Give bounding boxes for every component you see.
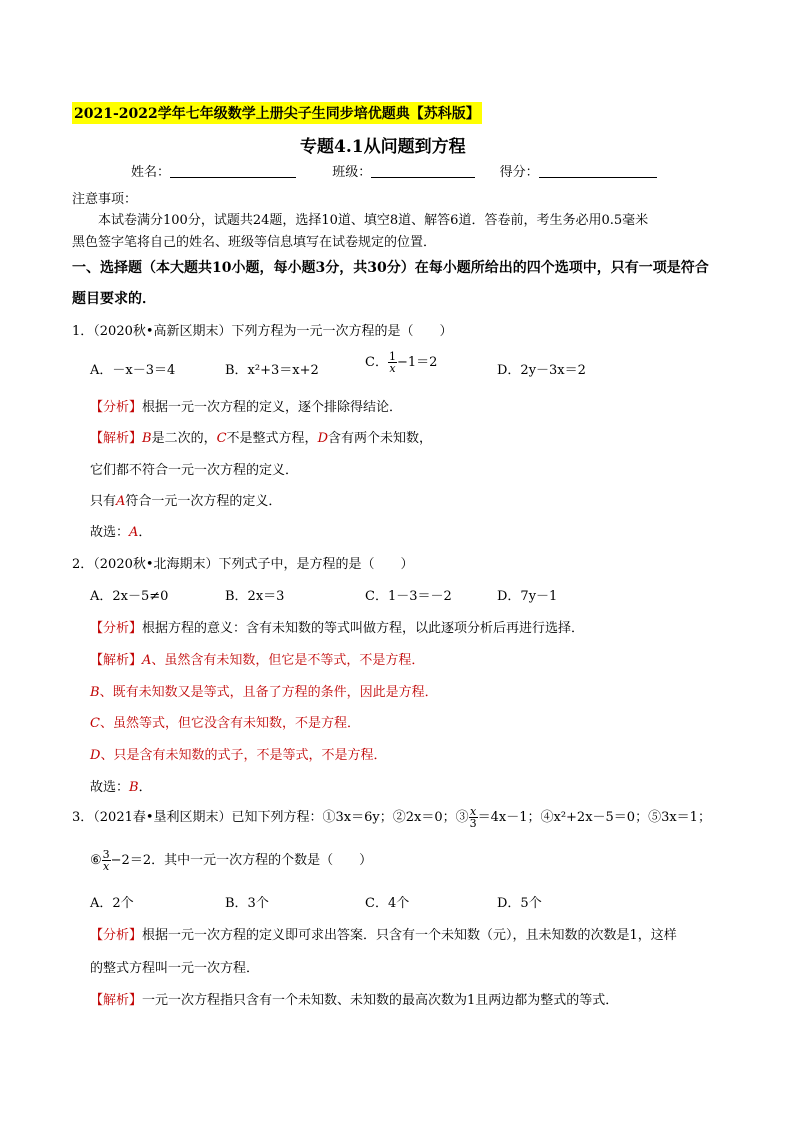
series-banner: 2021-2022学年七年级数学上册尖子生同步培优题典【苏科版】 bbox=[72, 102, 482, 124]
q2-option-d: D．7y－1 bbox=[497, 589, 558, 604]
section-heading-line-1: 一、选择题（本大题共10小题，每小题3分，共30分）在每小题所给出的四个选项中，只有一项是符合 bbox=[72, 260, 709, 276]
q1-option-d: D．2y－3x＝2 bbox=[497, 363, 586, 378]
q3-analysis-line-2: 的整式方程叫一元一次方程． bbox=[90, 961, 260, 976]
q1-stem: 1．（2020秋•高新区期末）下列方程为一元一次方程的是（ ） bbox=[72, 324, 453, 339]
q2-solution-b: B、既有未知数又是等式，且备了方程的条件，因此是方程． bbox=[90, 685, 438, 700]
page-title: 专题4.1从问题到方程 bbox=[300, 137, 466, 157]
q3-solution: 【解析】一元一次方程指只含有一个未知数、未知数的最高次数为1且两边都为整式的等式． bbox=[90, 993, 619, 1008]
section-heading-line-2: 题目要求的． bbox=[72, 291, 156, 307]
q3-analysis: 【分析】根据一元一次方程的定义即可求出答案．只含有一个未知数（元），且未知数的次数是1，这样 bbox=[90, 928, 677, 943]
q1-analysis: 【分析】根据一元一次方程的定义，逐个排除得结论． bbox=[90, 400, 403, 415]
q2-analysis: 【分析】根据方程的意义：含有未知数的等式叫做方程，以此逐项分析后再进行选择． bbox=[90, 621, 585, 636]
q3-option-c: C．4个 bbox=[365, 896, 410, 911]
q2-option-a: A．2x－5≠0 bbox=[90, 589, 169, 604]
q3-stem: 3．（2021春•垦利区期末）已知下列方程：①3x＝6y；②2x＝0；③ $\frac{x}{3}$ ＝4x－1；④x²+2x－5＝0；⑤3x＝1； bbox=[72, 805, 711, 830]
q2-solution-a: 【解析】A、虽然含有未知数，但它是不等式，不是方程． bbox=[90, 653, 425, 668]
q2-stem: 2．（2020秋•北海期末）下列式子中，是方程的是（ ） bbox=[72, 557, 414, 572]
q3-option-d: D．5个 bbox=[497, 896, 542, 911]
q2-option-b: B．2x＝3 bbox=[225, 589, 285, 604]
q3-fraction-3: $\frac{x}{3}$ bbox=[469, 805, 477, 830]
q1-solution-line-3: 只有A符合一元一次方程的定义． bbox=[90, 494, 282, 509]
notice-label: 注意事项： bbox=[72, 192, 138, 207]
q3-option-b: B．3个 bbox=[225, 896, 269, 911]
q1-answer: 故选：A． bbox=[90, 525, 152, 540]
q2-solution-c: C、虽然等式，但它没含有未知数，不是方程． bbox=[90, 716, 360, 731]
notice-line-1: 本试卷满分100分，试题共24题，选择10道、填空8道、解答6道．答卷前，考生务必用0.5毫米 bbox=[98, 213, 649, 228]
q1-option-c: C． $\frac{1}{x}$ −1＝2 bbox=[365, 350, 438, 375]
class-field[interactable] bbox=[371, 165, 475, 178]
q3-option-a: A．2个 bbox=[90, 896, 134, 911]
q1-option-a: A．－x－3＝4 bbox=[90, 363, 176, 378]
q1-option-b: B．x²+3＝x+2 bbox=[225, 363, 319, 378]
q2-solution-d: D、只是含有未知数的式子，不是等式，不是方程． bbox=[90, 748, 387, 763]
q3-stem-line-2: ⑥ $\frac{3}{x}$ −2＝2．其中一元一次方程的个数是（ ） bbox=[90, 848, 373, 873]
class-label: 班级： bbox=[332, 165, 372, 180]
q2-option-c: C．1－3＝－2 bbox=[365, 589, 452, 604]
q1-solution-line-2: 它们都不符合一元一次方程的定义． bbox=[90, 463, 299, 478]
q1-solution: 【解析】B是二次的，C不是整式方程，D含有两个未知数， bbox=[90, 431, 433, 446]
score-field[interactable] bbox=[539, 165, 657, 178]
name-label: 姓名： bbox=[131, 165, 171, 180]
q2-answer: 故选：B． bbox=[90, 780, 152, 795]
score-label: 得分： bbox=[499, 165, 539, 180]
q3-fraction-6: $\frac{3}{x}$ bbox=[102, 848, 110, 873]
notice-line-2: 黑色签字笔将自己的姓名、班级等信息填写在试卷规定的位置． bbox=[72, 235, 437, 250]
q1-option-c-fraction: $\frac{1}{x}$ bbox=[388, 350, 396, 375]
info-row bbox=[131, 161, 657, 180]
name-field[interactable] bbox=[170, 165, 296, 178]
